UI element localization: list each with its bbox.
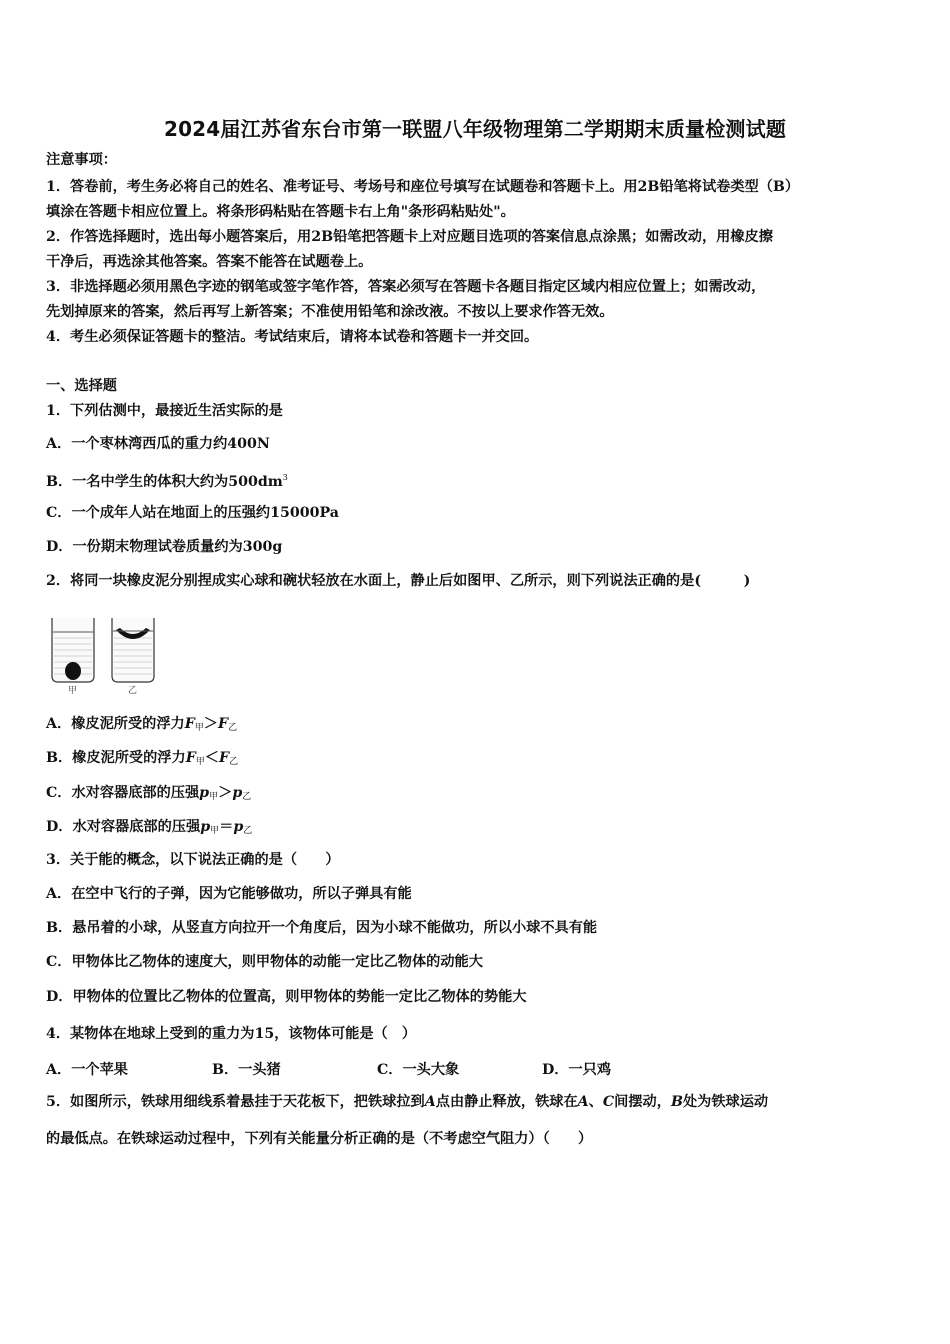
notice-2a: 2．作答选择题时，选出每小题答案后，用2B铅笔把答题卡上对应题目选项的答案信息点涂黑；如需改动，用橡皮擦 [46,229,773,245]
q5-text-3: 间摆动， [614,1094,671,1110]
notice-3a: 3．非选择题必须用黑色字迹的钢笔或签字笔作答，答案必须写在答题卡各题目指定区域内相应位置上；如需改动， [46,279,766,295]
beaker-yi [112,618,154,682]
q2-option-d [46,818,252,840]
var-F: F [218,716,229,732]
sub-jia: 甲 [210,826,220,836]
q5-text-4: 处为铁球运动 [682,1094,769,1110]
point-a: A [424,1094,436,1110]
q2-stem: 2．将同一块橡皮泥分别捏成实心球和碗状轻放在水面上，静止后如图甲、乙所示，则下列说法正确的是( ) [46,573,751,589]
var-F: F [184,716,195,732]
var-F: F [185,750,196,766]
q2-option-a [46,715,237,737]
op-gt: ＞ [218,785,233,801]
point-b: B [670,1094,683,1110]
sub-yi: 乙 [242,792,252,802]
beakers-illustration [46,614,166,694]
sub-jia: 甲 [209,792,219,802]
op-eq: ＝ [219,819,234,835]
page-title: 2024届江苏省东台市第一联盟八年级物理第二学期期末质量检测试题 [163,117,787,141]
fig-label-yi: 乙 [128,686,138,694]
notice-2b: 干净后，再选涂其他答案。答案不能答在试题卷上。 [46,254,373,270]
q3-stem: 3．关于能的概念，以下说法正确的是（ ） [46,852,340,868]
section-heading: 一、选择题 [46,378,117,394]
op-gt: ＞ [203,716,218,732]
q1-option-b-text: B．一名中学生的体积大约为500dm [46,474,283,490]
q5-line-1 [46,1093,768,1111]
var-p: p [199,785,210,801]
q2-figure [46,614,166,694]
var-F: F [218,750,230,766]
notice-1b: 填涂在答题卡相应位置上。将条形码粘贴在答题卡右上角"条形码粘贴处"。 [46,204,515,220]
point-c: C [602,1094,615,1110]
point-a: A [577,1094,589,1110]
q2-option-a-text: A．橡皮泥所受的浮力 [46,716,185,732]
sub-yi: 乙 [243,826,253,836]
q4-stem: 4．某物体在地球上受到的重力为15，该物体可能是（ ） [46,1026,417,1042]
var-p: p [232,785,243,801]
notice-4: 4．考生必须保证答题卡的整洁。考试结束后，请将本试卷和答题卡一并交回。 [46,329,539,345]
notice-3b: 先划掉原来的答案，然后再写上新答案；不准使用铅笔和涂改液。不按以上要求作答无效。 [46,304,614,320]
q3-option-a: A．在空中飞行的子弹，因为它能够做功，所以子弹具有能 [46,886,412,902]
q1-stem: 1．下列估测中，最接近生活实际的是 [46,403,283,419]
sub-yi: 乙 [228,723,238,733]
q3-option-c: C．甲物体比乙物体的速度大，则甲物体的动能一定比乙物体的动能大 [46,954,483,970]
var-p: p [200,819,211,835]
q4-option-d: D．一只鸡 [542,1062,612,1078]
notice-heading: 注意事项： [46,152,117,168]
q1-option-d: D．一份期末物理试卷质量约为300g [46,539,283,555]
sub-jia: 甲 [194,723,204,733]
q2-option-b [46,749,238,771]
q5-text-1: 5．如图所示，铁球用细线系着悬挂于天花板下，把铁球拉到 [46,1094,425,1110]
q2-option-d-text: D．水对容器底部的压强 [46,819,201,835]
q1-option-b-sup: 3 [282,473,288,482]
notice-1a: 1．答卷前，考生务必将自己的姓名、准考证号、考场号和座位号填写在试题卷和答题卡上。用2B铅笔将试卷类型（B） [46,179,800,195]
q2-option-c-text: C．水对容器底部的压强 [46,785,200,801]
q2-option-c [46,784,251,806]
op-lt: ＜ [204,750,219,766]
q4-option-b: B．一头猪 [212,1062,281,1078]
q5-sep: 、 [588,1094,603,1110]
q4-option-c: C．一头大象 [377,1062,460,1078]
q1-option-b [46,469,288,491]
q3-option-d: D．甲物体的位置比乙物体的位置高，则甲物体的势能一定比乙物体的势能大 [46,989,527,1005]
beaker-jia [52,618,94,682]
q1-option-c: C．一个成年人站在地面上的压强约15000Pa [46,505,339,521]
var-p: p [233,819,244,835]
q5-line-2: 的最低点。在铁球运动过程中，下列有关能量分析正确的是（不考虑空气阻力）（ ） [46,1131,593,1147]
q1-option-a: A．一个枣林湾西瓜的重力约400N [46,436,270,452]
q2-option-b-text: B．橡皮泥所受的浮力 [46,750,186,766]
q5-text-2: 点由静止释放，铁球在 [435,1094,578,1110]
sub-yi: 乙 [229,757,239,767]
q3-option-b: B．悬吊着的小球，从竖直方向拉开一个角度后，因为小球不能做功，所以小球不具有能 [46,920,598,936]
q4-option-a: A．一个苹果 [46,1062,128,1078]
fig-label-jia: 甲 [68,686,78,694]
sub-jia: 甲 [195,757,205,767]
